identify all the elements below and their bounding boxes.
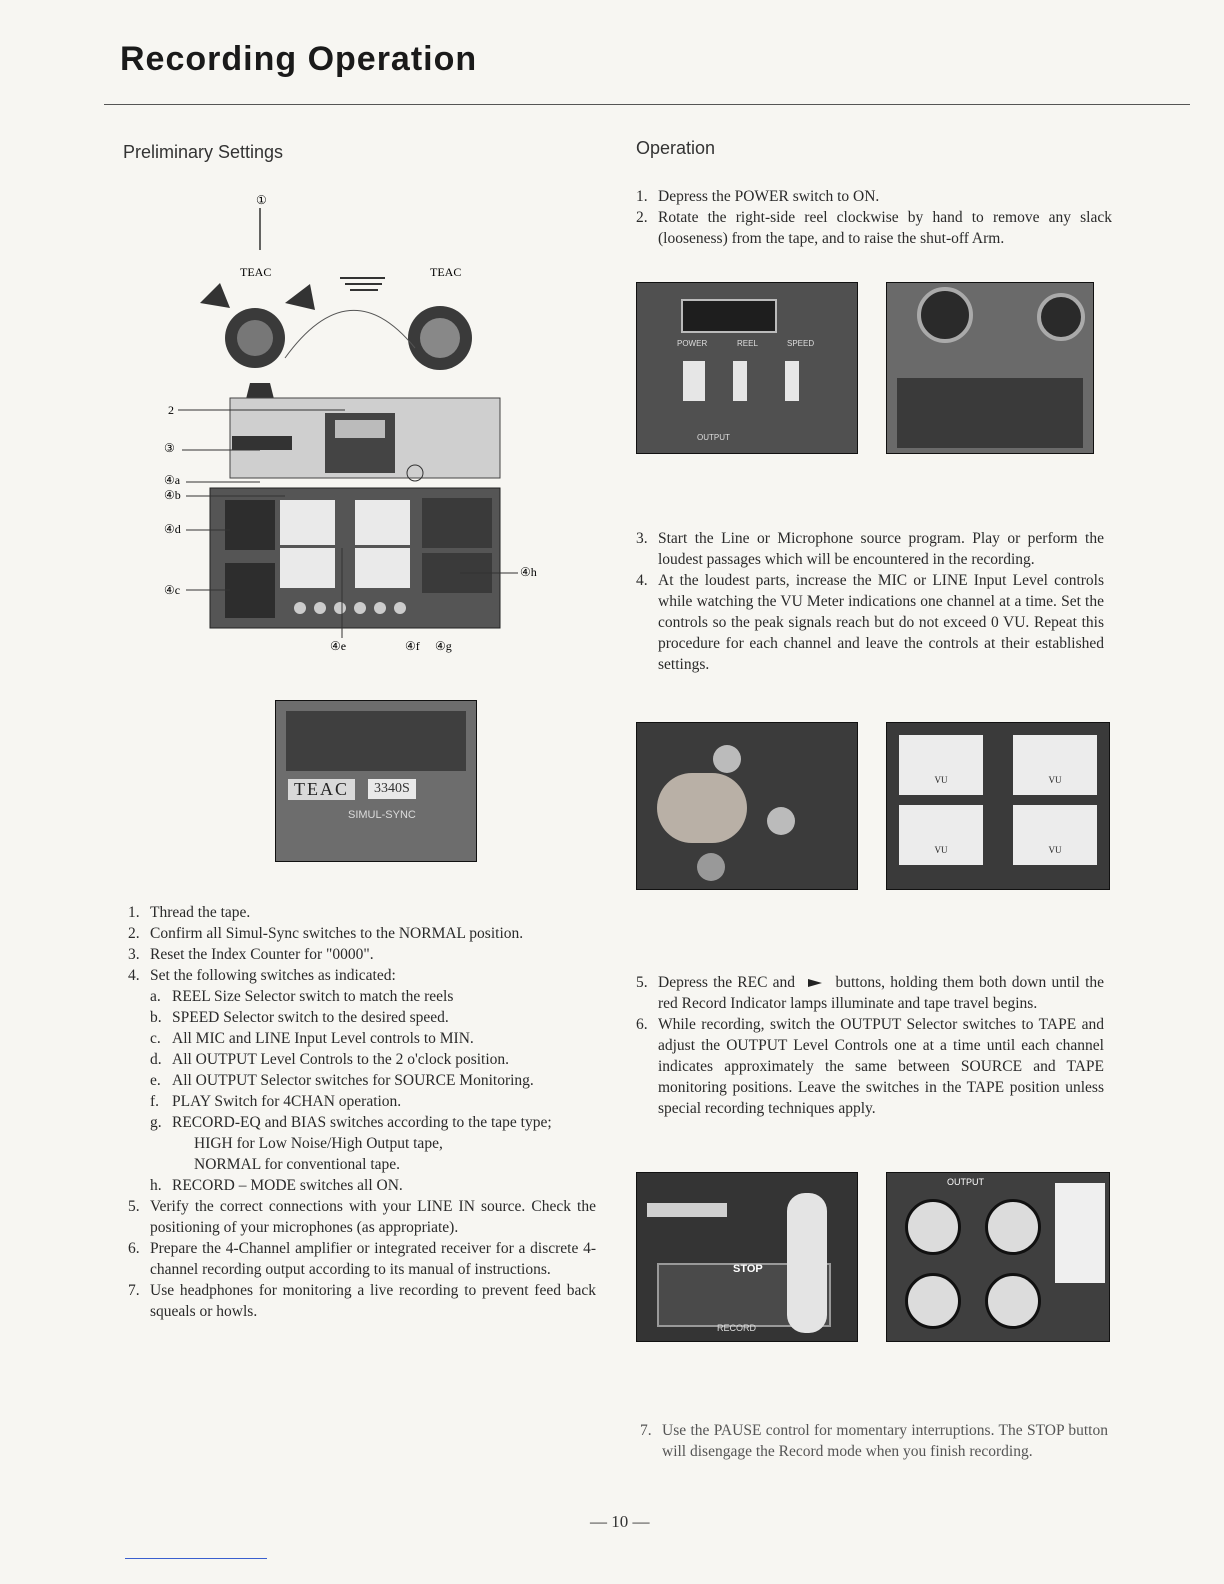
- label-4h: ④h: [520, 565, 537, 579]
- list-item: g. RECORD-EQ and BIAS switches according to the tape type;: [150, 1114, 552, 1131]
- tape-guide-icon: [340, 278, 385, 290]
- list-item: 7. Use headphones for monitoring a live recording to prevent feed back squeals or howls.: [128, 1282, 596, 1320]
- list-item: f. PLAY Switch for 4CHAN operation.: [150, 1093, 402, 1110]
- operation-steps-d: [640, 1420, 1108, 1462]
- vu-meter-icon: [355, 500, 410, 545]
- label-1: ①: [256, 193, 267, 207]
- list-item: 6. Prepare the 4-Channel amplifier or integrated receiver for a discrete 4-channel recording output according to its manual of instructions.: [128, 1240, 596, 1278]
- reels-photo: [886, 282, 1094, 454]
- badge-simul-sync: SIMUL-SYNC: [348, 809, 416, 821]
- list-item: 3. Start the Line or Microphone source program. Play or perform the loudest passages which will be encountered in the recording.: [636, 530, 1104, 568]
- simul-sync-badge-photo: [275, 700, 477, 862]
- list-item: 3. Reset the Index Counter for "0000".: [128, 946, 374, 963]
- operation-steps-b: [636, 528, 1104, 675]
- input-level-knobs-photo: [636, 722, 858, 890]
- operation-steps-a: [636, 186, 1112, 249]
- badge-brand: TEAC: [288, 779, 355, 800]
- list-item: 4. At the loudest parts, increase the MIC or LINE Input Level controls while watching the VU Meter indications one channel at a time. Set the controls so the peak signals reach but do not exceed 0 VU. Repeat this procedure for each channel and leave the controls at their established settings.: [636, 572, 1104, 673]
- title-rule: [104, 104, 1190, 105]
- label-2: 2: [168, 403, 174, 417]
- tape-deck-diagram: [160, 188, 560, 668]
- tape-high-line: HIGH for Low Noise/High Output tape,: [194, 1135, 443, 1152]
- list-item: 7. Use the PAUSE control for momentary interruptions. The STOP button will disengage the Record mode when you finish recording.: [640, 1422, 1108, 1460]
- list-item: b. SPEED Selector switch to the desired speed.: [150, 1009, 449, 1026]
- list-item: 5. Verify the correct connections with your LINE IN source. Check the positioning of your microphones (as appropriate).: [128, 1198, 596, 1236]
- label-4b: ④b: [164, 488, 181, 502]
- list-item: d. All OUTPUT Level Controls to the 2 o'clock position.: [150, 1051, 510, 1068]
- label-4g: ④g: [435, 639, 452, 653]
- stop-record-photo: STOP RECORD: [636, 1172, 858, 1342]
- list-item: e. All OUTPUT Selector switches for SOURCE Monitoring.: [150, 1072, 534, 1089]
- list-item: 5. Depress the REC and buttons, holding them both down until the red Record Indicator lamps illuminate and tape travel begins.: [636, 974, 1105, 1012]
- label-4e: ④e: [330, 639, 347, 653]
- list-item: 1. Depress the POWER switch to ON.: [636, 188, 880, 205]
- brand-left-label: TEAC: [240, 265, 272, 279]
- list-item: h. RECORD – MODE switches all ON.: [150, 1177, 403, 1194]
- preliminary-steps: [128, 902, 596, 1322]
- list-item: 1. Thread the tape.: [128, 904, 251, 921]
- list-item: c. All MIC and LINE Input Level controls to MIN.: [150, 1030, 474, 1047]
- vu-meters-photo: VU VU VU VU: [886, 722, 1110, 890]
- left-panel-knobs-icon: [225, 500, 275, 550]
- page-number: — 10 —: [590, 1512, 650, 1531]
- footer-line: [125, 1558, 267, 1559]
- label-4a: ④a: [164, 473, 181, 487]
- badge-model: 3340S: [368, 779, 416, 799]
- preliminary-settings-heading: Preliminary Settings: [123, 142, 284, 162]
- list-item: 2. Confirm all Simul-Sync switches to the NORMAL position.: [128, 925, 524, 942]
- brand-right-label: TEAC: [430, 265, 462, 279]
- label-3: ③: [164, 441, 175, 455]
- operation-steps-c: [636, 972, 1104, 1119]
- page-title: Recording Operation: [120, 40, 478, 78]
- label-4c: ④c: [164, 583, 181, 597]
- vu-meter-icon: [280, 500, 335, 545]
- list-item: 2. Rotate the right-side reel clockwise by hand to remove any slack (looseness) from the tape, and to raise the shut-off Arm.: [636, 209, 1112, 247]
- play-arrow-icon: [808, 979, 822, 987]
- label-4f: ④f: [405, 639, 420, 653]
- list-item: 6. While recording, switch the OUTPUT Selector switches to TAPE and adjust the OUTPUT Level Controls one at a time until each channel indicates approximately the same between SOURCE and TAPE monitoring positions. Leave the switches in the TAPE position unless special recording techniques apply.: [636, 1016, 1104, 1117]
- list-item: a. REEL Size Selector switch to match the reels: [150, 988, 454, 1005]
- label-4d: ④d: [164, 522, 181, 536]
- operation-heading: Operation: [636, 138, 716, 158]
- output-knobs-photo: OUTPUT: [886, 1172, 1110, 1342]
- tape-normal-line: NORMAL for conventional tape.: [194, 1156, 401, 1173]
- power-switch-photo: POWER REEL SPEED OUTPUT: [636, 282, 858, 454]
- list-item: 4. Set the following switches as indicated:: [128, 967, 396, 984]
